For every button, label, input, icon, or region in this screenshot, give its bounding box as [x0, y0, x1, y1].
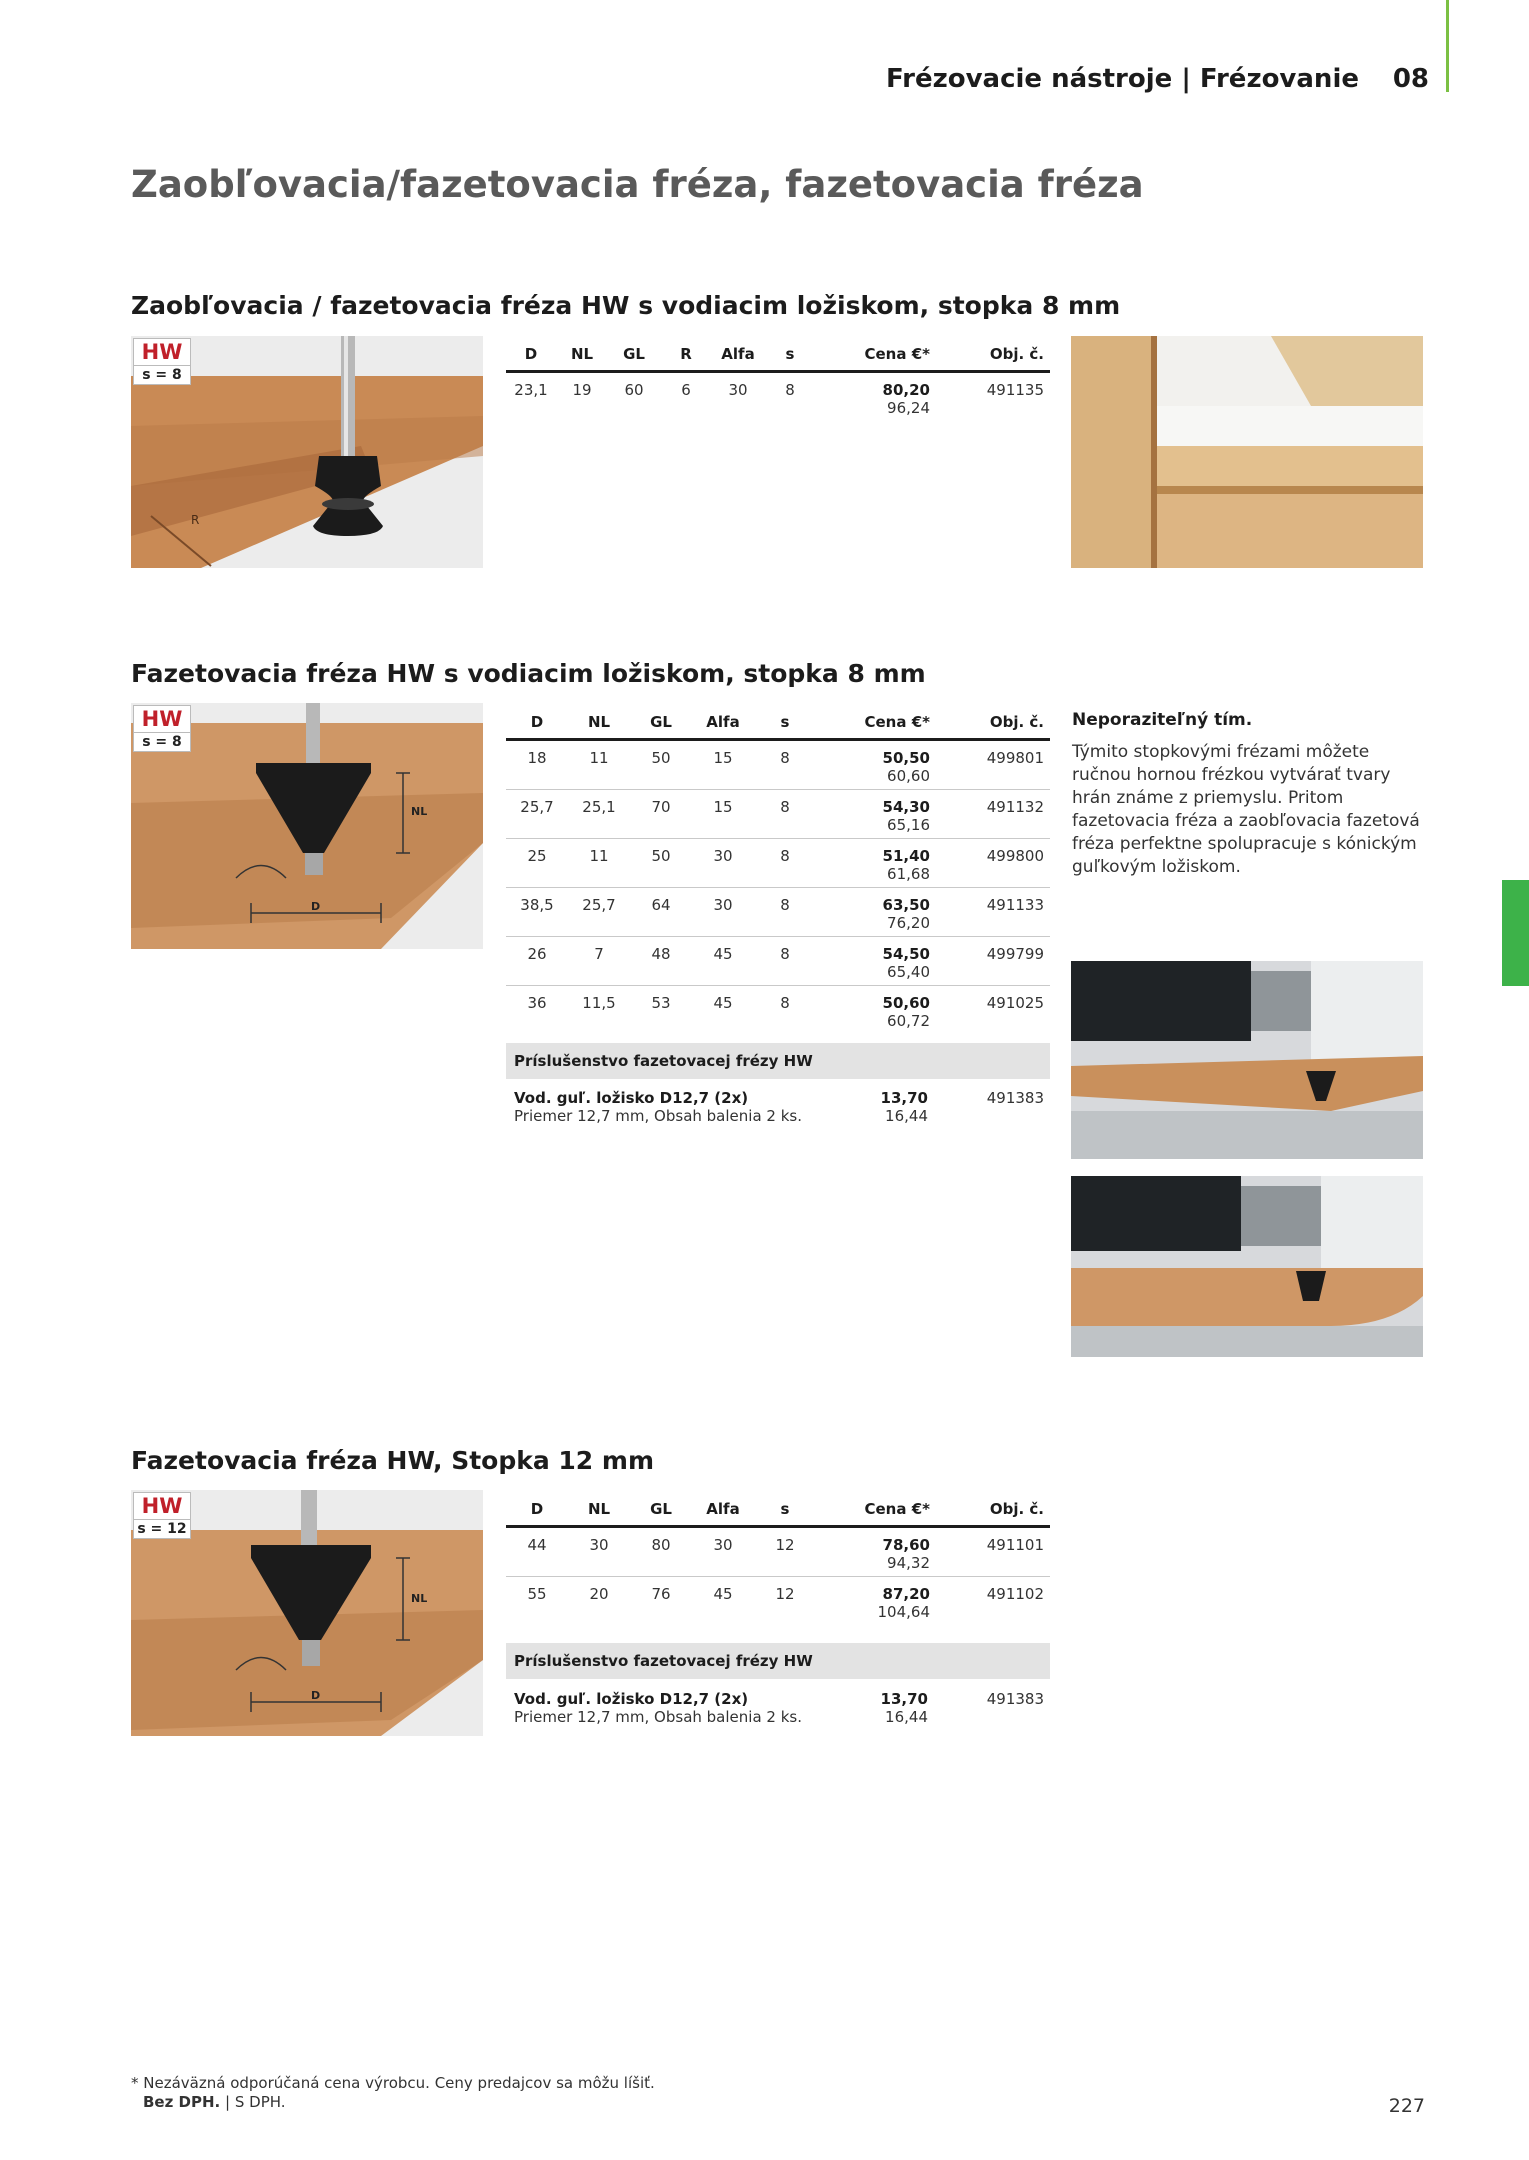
- col-header: Alfa: [692, 1493, 754, 1527]
- col-header: Obj. č.: [930, 1493, 1050, 1527]
- price-vat: 16,44: [885, 1708, 928, 1726]
- accessory-heading: Príslušenstvo fazetovacej frézy HW: [506, 1043, 1050, 1079]
- table-header-row: [506, 706, 1050, 740]
- cell-gl: 80: [630, 1527, 692, 1577]
- cell-nl: 25,1: [568, 790, 630, 839]
- accessory-description: Priemer 12,7 mm, Obsah balenia 2 ks.: [514, 1708, 802, 1726]
- cell-alfa: 30: [692, 1527, 754, 1577]
- price-net: 87,20: [882, 1585, 930, 1603]
- vat-included-label: | S DPH.: [220, 2093, 286, 2111]
- cell-nl: 11: [568, 839, 630, 888]
- col-header: GL: [630, 1493, 692, 1527]
- cell-s: 8: [754, 888, 816, 937]
- wood-panel-photo: [1071, 336, 1423, 568]
- hw-material-label: HW: [141, 340, 183, 364]
- price-net: 54,50: [882, 945, 930, 963]
- col-header: s: [754, 706, 816, 740]
- col-header: GL: [608, 338, 660, 372]
- cell-d: 55: [527, 1585, 547, 1603]
- cell-d: 36: [527, 994, 547, 1012]
- hw-material-label: HW: [141, 1494, 183, 1518]
- accessory-order-number: 491383: [986, 1690, 1044, 1708]
- table-header-row: [506, 1493, 1050, 1527]
- col-header: Cena €*: [816, 706, 930, 740]
- cell-order-number: 491133: [930, 888, 1050, 937]
- cell-order-number: 491102: [986, 1585, 1044, 1603]
- page-number: 227: [1388, 2095, 1425, 2117]
- cell-alfa: 45: [713, 1585, 733, 1603]
- cell-order-number: 491132: [930, 790, 1050, 839]
- cell-alfa: 15: [692, 790, 754, 839]
- cell-price: [816, 1527, 930, 1577]
- cell-d: 25,7: [506, 790, 568, 839]
- section-1-title: Zaobľovacia / fazetovacia fréza HW s vodiacim ložiskom, stopka 8 mm: [131, 291, 1121, 320]
- chapter-number: 08: [1392, 64, 1429, 94]
- diagram-nl-label: NL: [411, 805, 428, 818]
- price-vat: 16,44: [885, 1107, 928, 1125]
- table-row: [506, 888, 1050, 937]
- col-header: D: [506, 706, 568, 740]
- info-title: Neporaziteľný tím.: [1072, 710, 1253, 730]
- price-net: 50,50: [882, 749, 930, 767]
- table-header-row: [506, 338, 1050, 372]
- table-row: [506, 372, 1050, 422]
- router-in-use-photo-2: [1071, 1176, 1423, 1357]
- section-3-spec-table: [506, 1493, 1050, 1625]
- col-header: s: [764, 338, 816, 372]
- section-2-spec-table: [506, 706, 1050, 1034]
- cell-order-number: 491135: [986, 381, 1044, 399]
- cell-alfa: 30: [728, 381, 748, 399]
- cell-order-number: 491101: [930, 1527, 1050, 1577]
- accessory-row: [514, 1690, 1050, 1730]
- cell-nl: 20: [589, 1585, 609, 1603]
- svg-text:R: R: [191, 513, 200, 527]
- price-vat: 60,60: [887, 767, 930, 785]
- cell-order-number: 499800: [930, 839, 1050, 888]
- shank-size-label: s = 8: [134, 732, 190, 751]
- hw-badge: [133, 338, 191, 385]
- cell-price: [816, 1577, 930, 1626]
- accessory-description: Priemer 12,7 mm, Obsah balenia 2 ks.: [514, 1107, 802, 1125]
- cell-order-number: 499799: [930, 937, 1050, 986]
- cell-gl: 50: [630, 839, 692, 888]
- price-vat: 60,72: [887, 1012, 930, 1030]
- col-header: Alfa: [712, 338, 764, 372]
- diagram-d-label: D: [311, 900, 321, 913]
- cell-price: [816, 888, 930, 937]
- running-header-title: Frézovacie nástroje | Frézovanie: [886, 64, 1359, 94]
- cell-price: [816, 740, 930, 790]
- col-header: D: [506, 1493, 568, 1527]
- hw-material-label: HW: [141, 707, 183, 731]
- router-bit-1-image: [131, 336, 483, 568]
- cell-alfa: 30: [692, 839, 754, 888]
- shank-size-label: s = 12: [134, 1519, 190, 1538]
- cell-s: 12: [775, 1585, 795, 1603]
- footer-note: [131, 2074, 655, 2112]
- cell-gl: 48: [630, 937, 692, 986]
- price-net: 78,60: [882, 1536, 930, 1554]
- cell-alfa: 15: [692, 740, 754, 790]
- cell-d: 25: [506, 839, 568, 888]
- cell-nl: 25,7: [568, 888, 630, 937]
- router-in-use-illustration-1: [1071, 961, 1423, 1159]
- page-title: Zaobľovacia/fazetovacia fréza, fazetovacia fréza: [131, 163, 1144, 206]
- cell-order-number: 491025: [986, 994, 1044, 1012]
- accessory-name: Vod. guľ. ložisko D12,7 (2x): [514, 1690, 749, 1708]
- col-header: NL: [556, 338, 608, 372]
- price-disclaimer: * Nezáväzná odporúčaná cena výrobcu. Ceny predajcov sa môžu líšiť.: [131, 2074, 655, 2092]
- cell-price: [816, 790, 930, 839]
- cell-gl: 50: [630, 740, 692, 790]
- cell-s: 8: [785, 381, 795, 399]
- diagram-d-label: D: [311, 1689, 321, 1702]
- header-accent-line: [1446, 0, 1449, 92]
- cell-price: [816, 937, 930, 986]
- cell-nl: 11,5: [582, 994, 616, 1012]
- cell-gl: 60: [624, 381, 644, 399]
- cell-d: 44: [506, 1527, 568, 1577]
- cell-s: 8: [780, 994, 790, 1012]
- cell-nl: 19: [572, 381, 592, 399]
- price-vat: 104,64: [877, 1603, 930, 1621]
- section-1-spec-table: [506, 338, 1050, 421]
- hw-badge: [133, 705, 191, 752]
- cell-s: 12: [754, 1527, 816, 1577]
- shank-size-label: s = 8: [134, 365, 190, 384]
- col-header: Cena €*: [816, 1493, 930, 1527]
- col-header: GL: [630, 706, 692, 740]
- col-header: s: [754, 1493, 816, 1527]
- table-row: [506, 986, 1050, 1035]
- cell-gl: 64: [630, 888, 692, 937]
- accessory-price: [881, 1089, 928, 1125]
- table-row: [506, 839, 1050, 888]
- price-net: 54,30: [882, 798, 930, 816]
- table-row: [506, 790, 1050, 839]
- router-bit-2-image: [131, 703, 483, 949]
- col-header: NL: [568, 1493, 630, 1527]
- cell-gl: 70: [630, 790, 692, 839]
- cell-gl: 76: [651, 1585, 671, 1603]
- router-bit-3-image: [131, 1490, 483, 1736]
- chapter-side-tab: [1502, 880, 1529, 986]
- price-net: 13,70: [880, 1089, 928, 1107]
- cell-s: 8: [754, 740, 816, 790]
- vat-excluded-label: Bez DPH.: [143, 2093, 221, 2111]
- price-vat: 94,32: [887, 1554, 930, 1572]
- accessory-row: [514, 1089, 1050, 1129]
- col-header: Alfa: [692, 706, 754, 740]
- col-header: NL: [568, 706, 630, 740]
- price-net: 80,20: [882, 381, 930, 399]
- table-row: [506, 740, 1050, 790]
- router-in-use-photo-1: [1071, 961, 1423, 1159]
- section-2-title: Fazetovacia fréza HW s vodiacim ložiskom, stopka 8 mm: [131, 659, 926, 688]
- cell-r: 6: [681, 381, 691, 399]
- cell-alfa: 30: [692, 888, 754, 937]
- col-header: D: [506, 338, 556, 372]
- col-header: Obj. č.: [930, 338, 1050, 372]
- accessory-name: Vod. guľ. ložisko D12,7 (2x): [514, 1089, 749, 1107]
- cell-alfa: 45: [692, 937, 754, 986]
- wood-panel-illustration: [1071, 336, 1423, 568]
- cell-s: 8: [754, 790, 816, 839]
- price-vat: 61,68: [887, 865, 930, 883]
- cell-s: 8: [754, 839, 816, 888]
- cell-nl: 11: [568, 740, 630, 790]
- table-row: [506, 1527, 1050, 1577]
- hw-badge: [133, 1492, 191, 1539]
- col-header: R: [660, 338, 712, 372]
- price-net: 51,40: [882, 847, 930, 865]
- price-vat: 65,40: [887, 963, 930, 981]
- cell-price: [816, 372, 930, 422]
- cell-order-number: 499801: [930, 740, 1050, 790]
- cell-gl: 53: [651, 994, 671, 1012]
- section-3-title: Fazetovacia fréza HW, Stopka 12 mm: [131, 1446, 655, 1475]
- cell-price: [816, 986, 930, 1035]
- cell-d: 38,5: [506, 888, 568, 937]
- price-net: 50,60: [882, 994, 930, 1012]
- cell-alfa: 45: [713, 994, 733, 1012]
- price-vat: 76,20: [887, 914, 930, 932]
- col-header: Obj. č.: [930, 706, 1050, 740]
- accessory-order-number: 491383: [986, 1089, 1044, 1107]
- router-in-use-illustration-2: [1071, 1176, 1423, 1357]
- accessory-heading: Príslušenstvo fazetovacej frézy HW: [506, 1643, 1050, 1679]
- cell-price: [816, 839, 930, 888]
- cell-d: 23,1: [514, 381, 548, 399]
- price-net: 13,70: [880, 1690, 928, 1708]
- cell-s: 8: [754, 937, 816, 986]
- price-vat: 96,24: [887, 399, 930, 417]
- price-vat: 65,16: [887, 816, 930, 834]
- cell-d: 18: [506, 740, 568, 790]
- cell-nl: 7: [568, 937, 630, 986]
- table-row: [506, 1577, 1050, 1626]
- info-text: Týmito stopkovými frézami môžete ručnou hornou frézkou vytvárať tvary hrán známe z priemyslu. Pritom fazetovacia fréza a zaobľovacia fazetová fréza perfektne spolupracuje s kónickým guľkovým ložiskom.: [1072, 742, 1420, 877]
- diagram-nl-label: NL: [411, 1592, 428, 1605]
- cell-d: 26: [506, 937, 568, 986]
- price-net: 63,50: [882, 896, 930, 914]
- cell-nl: 30: [568, 1527, 630, 1577]
- col-header: Cena €*: [816, 338, 930, 372]
- accessory-price: [881, 1690, 928, 1726]
- table-row: [506, 937, 1050, 986]
